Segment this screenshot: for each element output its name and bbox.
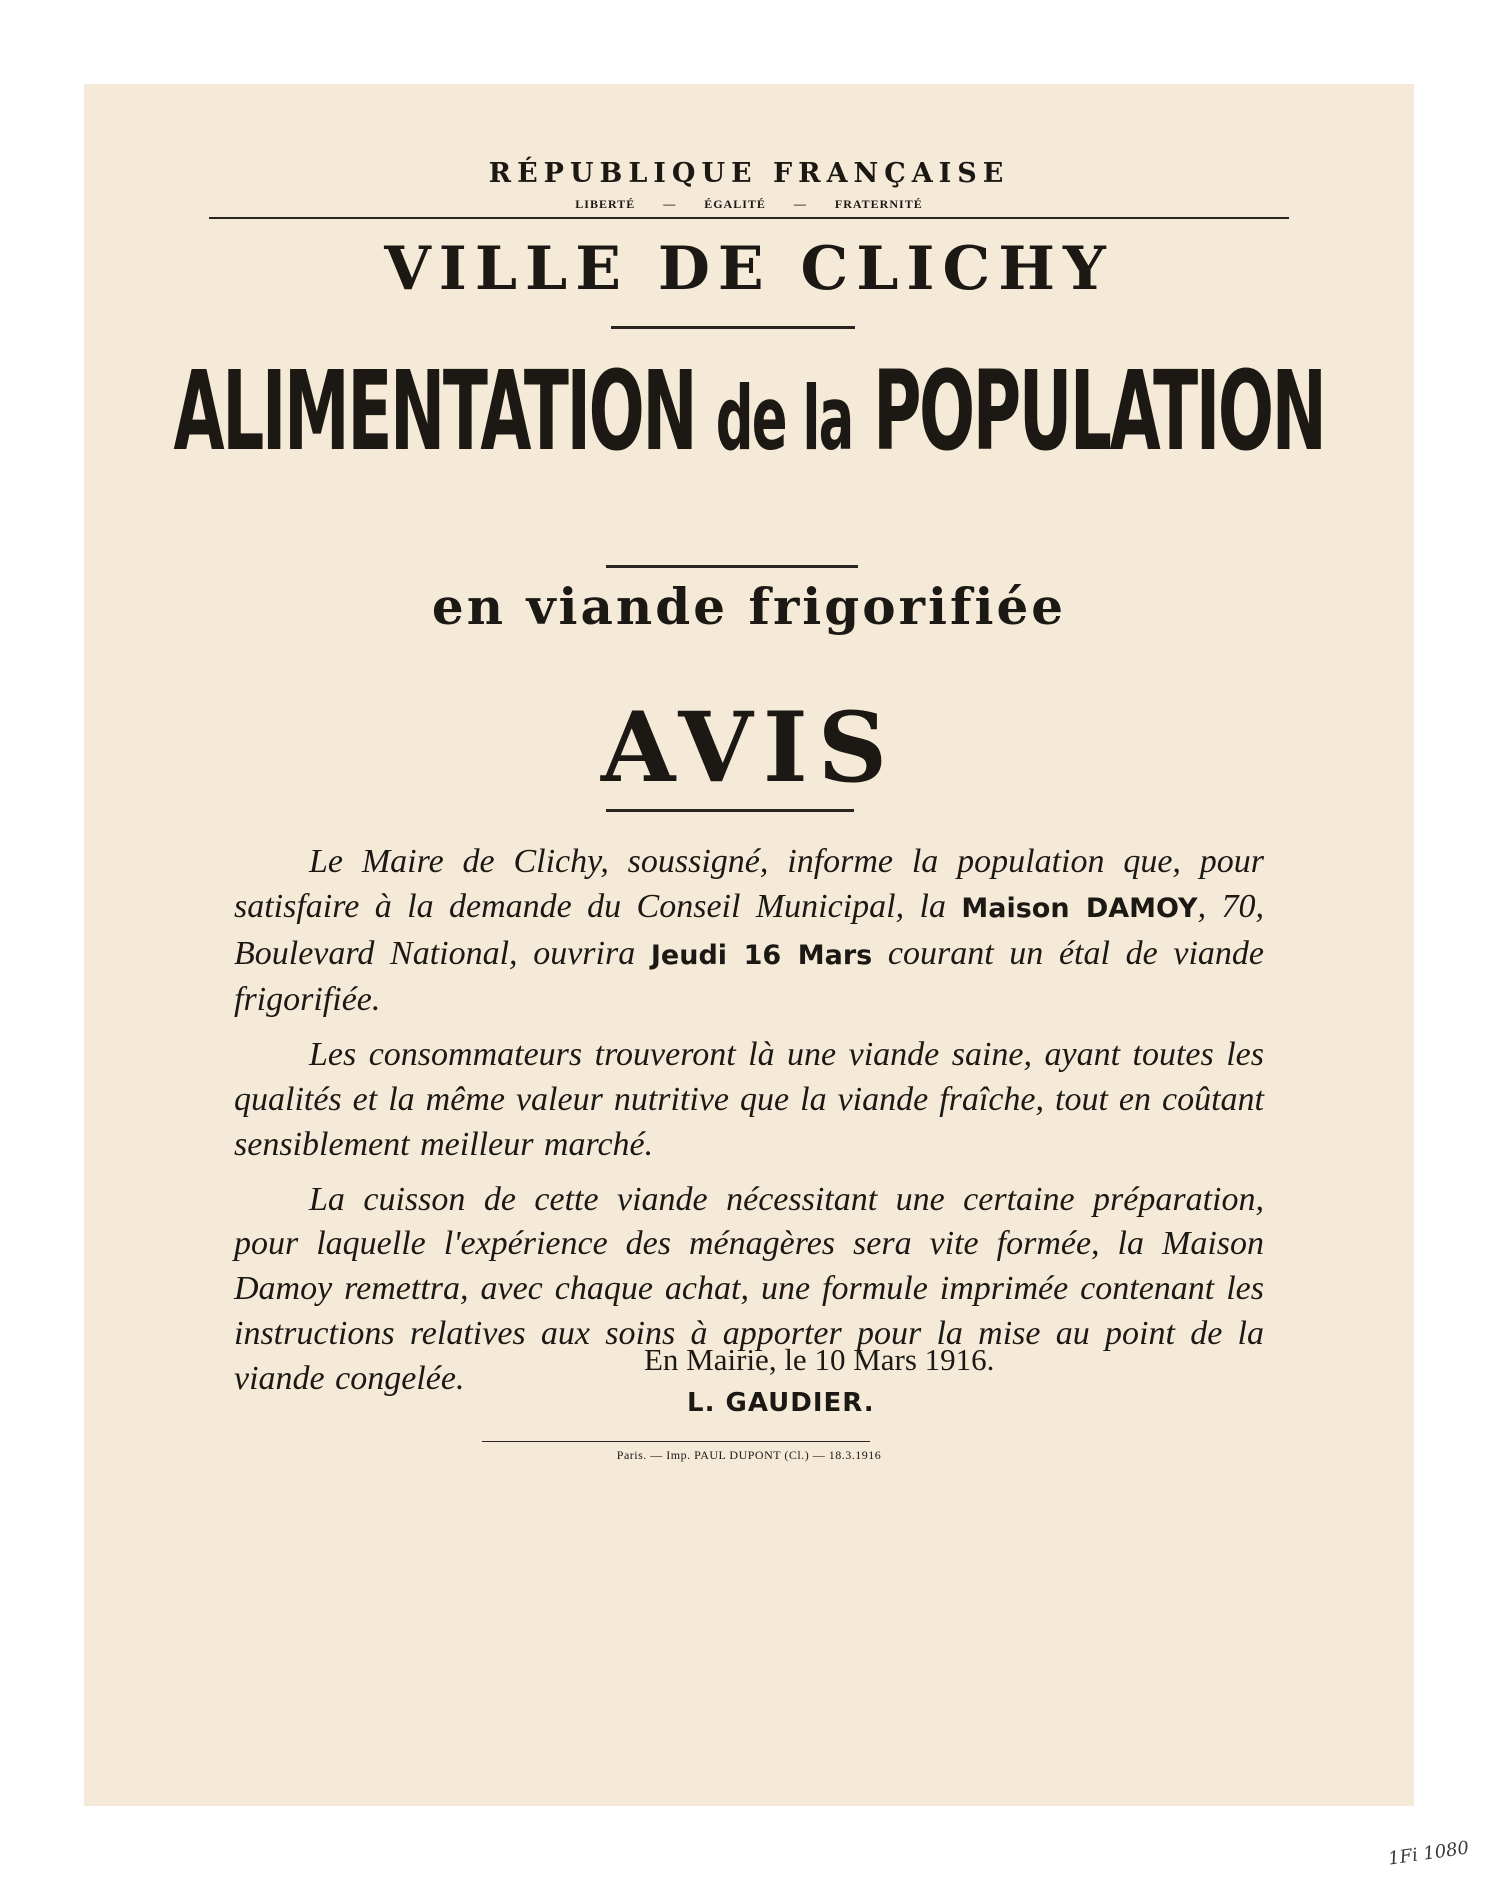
republic-header: RÉPUBLIQUE FRANÇAISE [488, 158, 1010, 189]
subheadline-divider [606, 565, 858, 568]
motto-liberte: LIBERTÉ [575, 197, 636, 211]
opening-date: Jeudi 16 Mars [650, 939, 873, 971]
town-divider [611, 326, 855, 329]
header-divider [209, 217, 1289, 219]
headline-part-2: de la [715, 367, 853, 470]
headline-part-1: ALIMENTATION [173, 347, 696, 475]
archive-shelfmark: 1Fi 1080 [1386, 1837, 1471, 1870]
motto-fraternite: FRATERNITÉ [834, 197, 923, 211]
subheadline: en viande frigorifiée [431, 577, 1067, 636]
motto-dash-1: — [663, 197, 677, 211]
footer-divider [482, 1441, 870, 1442]
paragraph-1-text-a: Le Maire de Clichy, soussigné, informe la population que, pour satisfaire à la demande du Conseil Municipal, la [234, 843, 1264, 925]
headline [110, 347, 1388, 479]
paragraph-1 [234, 840, 1264, 1023]
headline-part-3: POPULATION [873, 347, 1325, 475]
date-line: En Mairie, le 10 Mars 1916. [644, 1342, 995, 1377]
paragraph-3: La cuisson de cette viande nécessitant une certaine préparation, pour laquelle l'expérience des ménagères sera vite formée, la Maison Damoy remettra, avec chaque achat, une formule imprimée contenant les instructions relatives aux soins à apporter pour la mise au point de la viande congelée. [234, 1180, 1264, 1397]
paragraph-1-text-e: courant un étal de viande frigorifiée. [234, 934, 1264, 1019]
paragraph-2: Les consommateurs trouveront là une viande saine, ayant toutes les qualités et la même valeur nutritive que la viande fraîche, tout en coûtant sensiblement meilleur marché. [234, 1036, 1264, 1163]
mayor-signature: L. GAUDIER. [687, 1388, 875, 1418]
poster-sheet [84, 84, 1414, 1806]
town-title: VILLE DE CLICHY [384, 234, 1114, 304]
motto-egalite: ÉGALITÉ [704, 197, 766, 211]
republic-motto [84, 197, 1414, 212]
notice-title: AVIS [600, 691, 898, 804]
printer-imprint: Paris. — Imp. PAUL DUPONT (Cl.) — 18.3.1916 [616, 1448, 882, 1462]
merchant-name: Maison DAMOY [961, 892, 1198, 924]
notice-body [234, 840, 1264, 1412]
motto-dash-2: — [793, 197, 807, 211]
notice-divider [606, 809, 854, 812]
paragraph-1-text-c: , 70, Boulevard National, ouvrira [234, 887, 1264, 972]
